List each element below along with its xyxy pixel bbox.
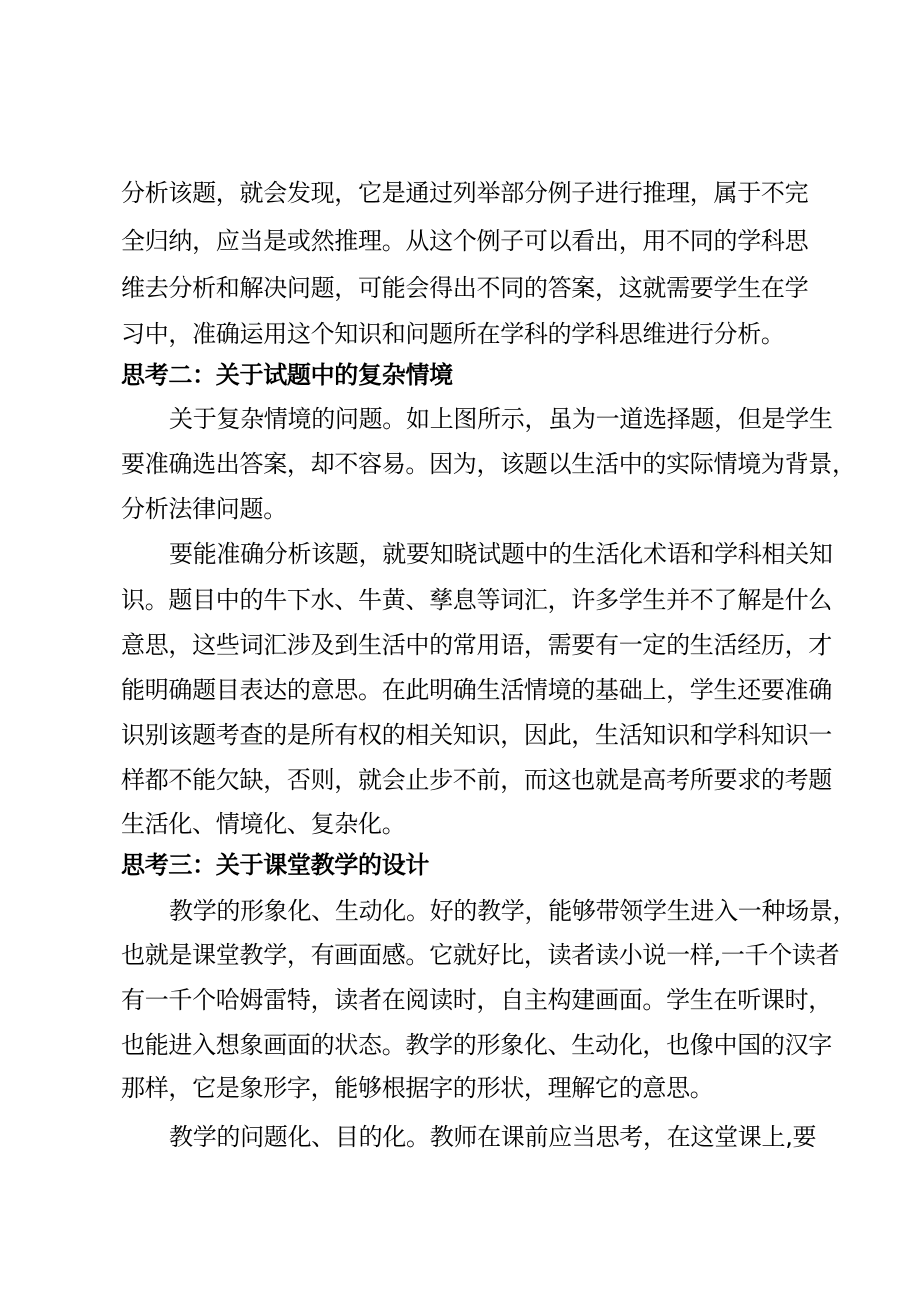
paragraph-line-4: 习中，准确运用这个知识和问题所在学科的学科思维进行分析。 <box>121 320 785 348</box>
paragraph-line-10: 意思，这些词汇涉及到生活中的常用语，需要有一定的生活经历，才 <box>121 631 832 659</box>
paragraph-line-7: 分析法律问题。 <box>121 495 287 523</box>
paragraph-line-6: 要准确选出答案，却不容易。因为，该题以生活中的实际情境为背景， <box>121 450 856 478</box>
paragraph-line-1: 分析该题，就会发现，它是通过列举部分例子进行推理，属于不完 <box>121 179 809 207</box>
section-heading-3: 思考三：关于课堂教学的设计 <box>121 851 430 879</box>
paragraph-line-11: 能明确题目表达的意思。在此明确生活情境的基础上，学生还要准确 <box>121 676 832 704</box>
paragraph-line-2: 全归纳，应当是或然推理。从这个例子可以看出，用不同的学科思 <box>121 227 809 255</box>
paragraph-line-8: 要能准确分析该题，就要知晓试题中的生活化术语和学科相关知 <box>169 540 833 568</box>
paragraph-line-3: 维去分析和解决问题，可能会得出不同的答案，这就需要学生在学 <box>121 274 809 302</box>
paragraph-line-5: 关于复杂情境的问题。如上图所示，虽为一道选择题，但是学生 <box>169 405 833 433</box>
paragraph-line-16: 也就是课堂教学，有画面感。它就好比，读者读小说一样,一千个读者 <box>121 941 840 969</box>
paragraph-line-18: 也能进入想象画面的状态。教学的形象化、生动化，也像中国的汉字 <box>121 1031 832 1059</box>
paragraph-line-14: 生活化、情境化、复杂化。 <box>121 810 406 838</box>
paragraph-line-12: 识别该题考查的是所有权的相关知识，因此，生活知识和学科知识一 <box>121 721 832 749</box>
paragraph-line-17: 有一千个哈姆雷特，读者在阅读时，自主构建画面。学生在听课时， <box>121 986 832 1014</box>
section-heading-2: 思考二：关于试题中的复杂情境 <box>121 361 453 389</box>
paragraph-line-13: 样都不能欠缺，否则，就会止步不前，而这也就是高考所要求的考题 <box>121 766 832 794</box>
paragraph-line-9: 识。题目中的牛下水、牛黄、孳息等词汇，许多学生并不了解是什么 <box>121 586 832 614</box>
paragraph-line-15: 教学的形象化、生动化。好的教学，能够带领学生进入一种场景， <box>169 897 857 925</box>
paragraph-line-19: 那样，它是象形字，能够根据字的形状，理解它的意思。 <box>121 1074 714 1102</box>
paragraph-line-20: 教学的问题化、目的化。教师在课前应当思考，在这堂课上,要 <box>169 1123 817 1151</box>
